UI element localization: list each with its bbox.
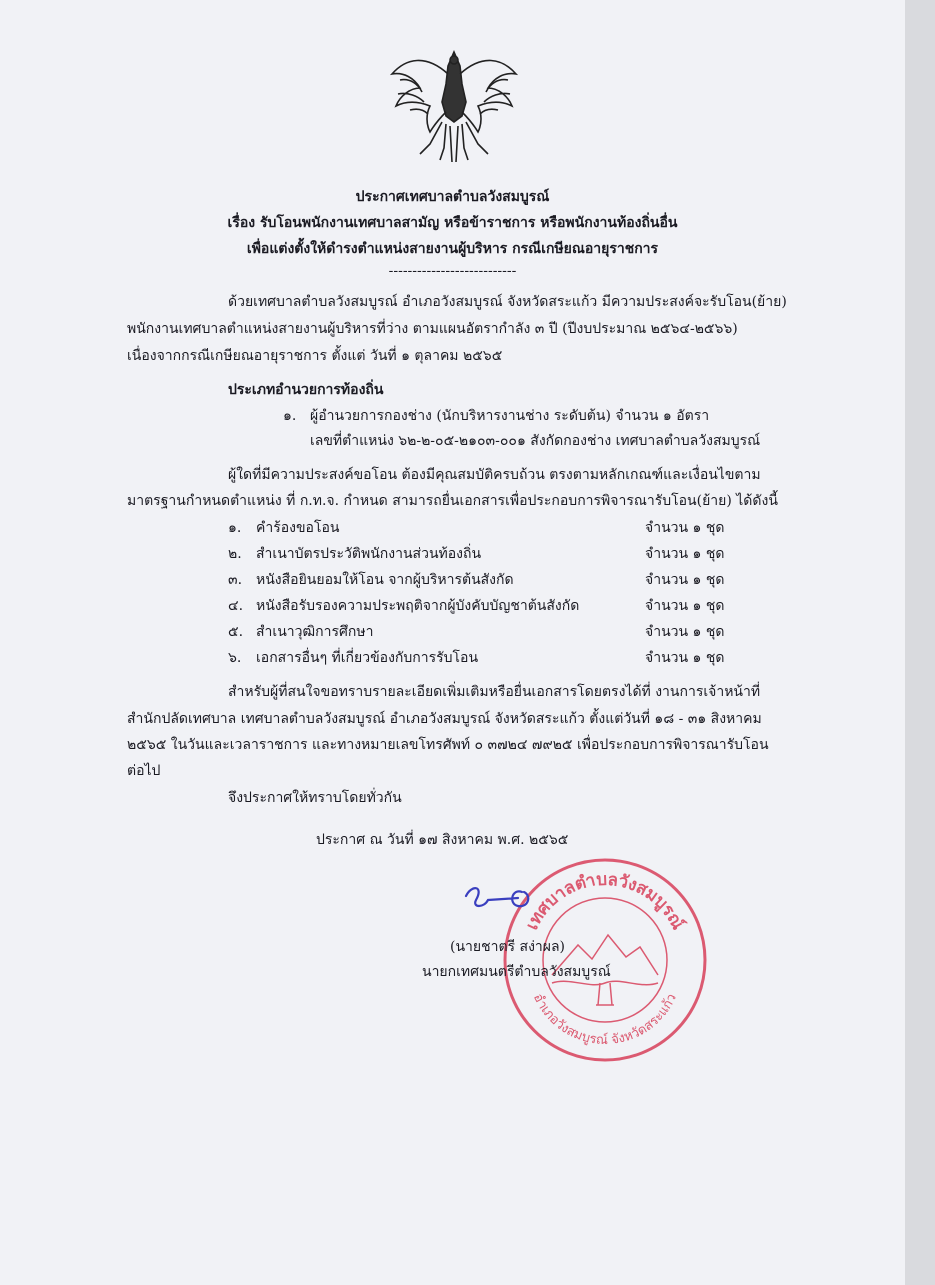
- list-item-quantity: จำนวน ๑ ชุด: [645, 624, 725, 640]
- list-item-quantity: จำนวน ๑ ชุด: [645, 598, 725, 614]
- svg-text:อำเภอวังสมบูรณ์ จังหวัดสระแก้ว: อำเภอวังสมบูรณ์ จังหวัดสระแก้ว: [529, 991, 680, 1049]
- requirements-line-1: ผู้ใดที่มีความประสงค์ขอโอน ต้องมีคุณสมบัติครบถ้วน ตรงตามหลักเกณฑ์และเงื่อนไขตาม: [228, 467, 761, 483]
- list-item-name: สำเนาวุฒิการศึกษา: [256, 624, 374, 640]
- list-item-name: คำร้องขอโอน: [256, 520, 340, 536]
- list-item-quantity: จำนวน ๑ ชุด: [645, 520, 725, 536]
- list-item-number: ๒.: [228, 546, 242, 562]
- list-item-number: ๖.: [228, 650, 242, 666]
- list-item-name: สำเนาบัตรประวัติพนักงานส่วนท้องถิ่น: [256, 546, 482, 562]
- handwritten-signature-icon: [458, 878, 548, 918]
- contact-line-2: สำนักปลัดเทศบาล เทศบาลตำบลวังสมบูรณ์ อำเภอวังสมบูรณ์ จังหวัดสระแก้ว ตั้งแต่วันที่ ๑๘ - ๓๑ สิงหาคม: [127, 711, 762, 727]
- list-item-number: ๕.: [228, 624, 244, 640]
- list-item-quantity: จำนวน ๑ ชุด: [645, 546, 725, 562]
- position-item-detail: เลขที่ตำแหน่ง ๖๒-๒-๐๕-๒๑๐๓-๐๐๑ สังกัดกองช่าง เทศบาลตำบลวังสมบูรณ์: [310, 433, 761, 449]
- announcement-date: ประกาศ ณ วันที่ ๑๗ สิงหาคม พ.ศ. ๒๕๖๕: [316, 832, 569, 848]
- list-item-name: เอกสารอื่นๆ ที่เกี่ยวข้องกับการรับโอน: [256, 650, 479, 666]
- contact-line-1: สำหรับผู้ที่สนใจขอทราบรายละเอียดเพิ่มเติมหรือยื่นเอกสารโดยตรงได้ที่ งานการเจ้าหน้าที่: [228, 684, 761, 700]
- contact-line-3: ๒๕๖๕ ในวันและเวลาราชการ และทางหมายเลขโทรศัพท์ ๐ ๓๗๒๔ ๗๙๒๕ เพื่อประกอบการพิจารณารับโอน: [127, 737, 769, 753]
- page-edge: [905, 0, 935, 1285]
- title-divider: ---------------------------: [388, 263, 517, 279]
- list-item-number: ๔.: [228, 598, 244, 614]
- list-item-quantity: จำนวน ๑ ชุด: [645, 650, 725, 666]
- list-item-name: หนังสือยินยอมให้โอน จากผู้บริหารต้นสังกัด: [256, 572, 514, 588]
- intro-line-1: ด้วยเทศบาลตำบลวังสมบูรณ์ อำเภอวังสมบูรณ์ จังหวัดสระแก้ว มีความประสงค์จะรับโอน(ย้าย): [228, 294, 787, 310]
- list-item-quantity: จำนวน ๑ ชุด: [645, 572, 725, 588]
- position-item-number: ๑.: [283, 408, 297, 424]
- document-title: ประกาศเทศบาลตำบลวังสมบูรณ์: [355, 189, 550, 205]
- list-item-name: หนังสือรับรองความประพฤติจากผู้บังคับบัญชาต้นสังกัด: [256, 598, 580, 614]
- svg-text:เทศบาลตำบลวังสมบูรณ์: เทศบาลตำบลวังสมบูรณ์: [522, 869, 688, 934]
- garuda-emblem-icon: [386, 44, 522, 164]
- list-item-number: ๑.: [228, 520, 242, 536]
- intro-line-3: เนื่องจากกรณีเกษียณอายุราชการ ตั้งแต่ วันที่ ๑ ตุลาคม ๒๕๖๕: [127, 348, 503, 364]
- contact-line-4: ต่อไป: [127, 763, 161, 779]
- closing-announcement: จึงประกาศให้ทราบโดยทั่วกัน: [228, 790, 402, 806]
- subject-line-2: เพื่อแต่งตั้งให้ดำรงตำแหน่งสายงานผู้บริหาร กรณีเกษียณอายุราชการ: [246, 241, 659, 257]
- requirements-line-2: มาตรฐานกำหนดตำแหน่ง ที่ ก.ท.จ. กำหนด สามารถยื่นเอกสารเพื่อประกอบการพิจารณารับโอน(ย้าย) ได้ดังนี้: [127, 493, 778, 509]
- position-type-heading: ประเภทอำนวยการท้องถิ่น: [228, 382, 384, 398]
- intro-line-2: พนักงานเทศบาลตำแหน่งสายงานผู้บริหารที่ว่าง ตามแผนอัตรากำลัง ๓ ปี (ปีงบประมาณ ๒๕๖๔-๒๕๖๖): [127, 321, 738, 337]
- list-item-number: ๓.: [228, 572, 243, 588]
- position-item-title: ผู้อำนวยการกองช่าง (นักบริหารงานช่าง ระดับต้น) จำนวน ๑ อัตรา: [310, 408, 710, 424]
- signatory-title: นายกเทศมนตรีตำบลวังสมบูรณ์: [422, 964, 611, 980]
- subject-line-1: เรื่อง รับโอนพนักงานเทศบาลสามัญ หรือข้าราชการ หรือพนักงานท้องถิ่นอื่น: [227, 215, 678, 231]
- signatory-name: (นายชาตรี สง่าผล): [450, 939, 566, 955]
